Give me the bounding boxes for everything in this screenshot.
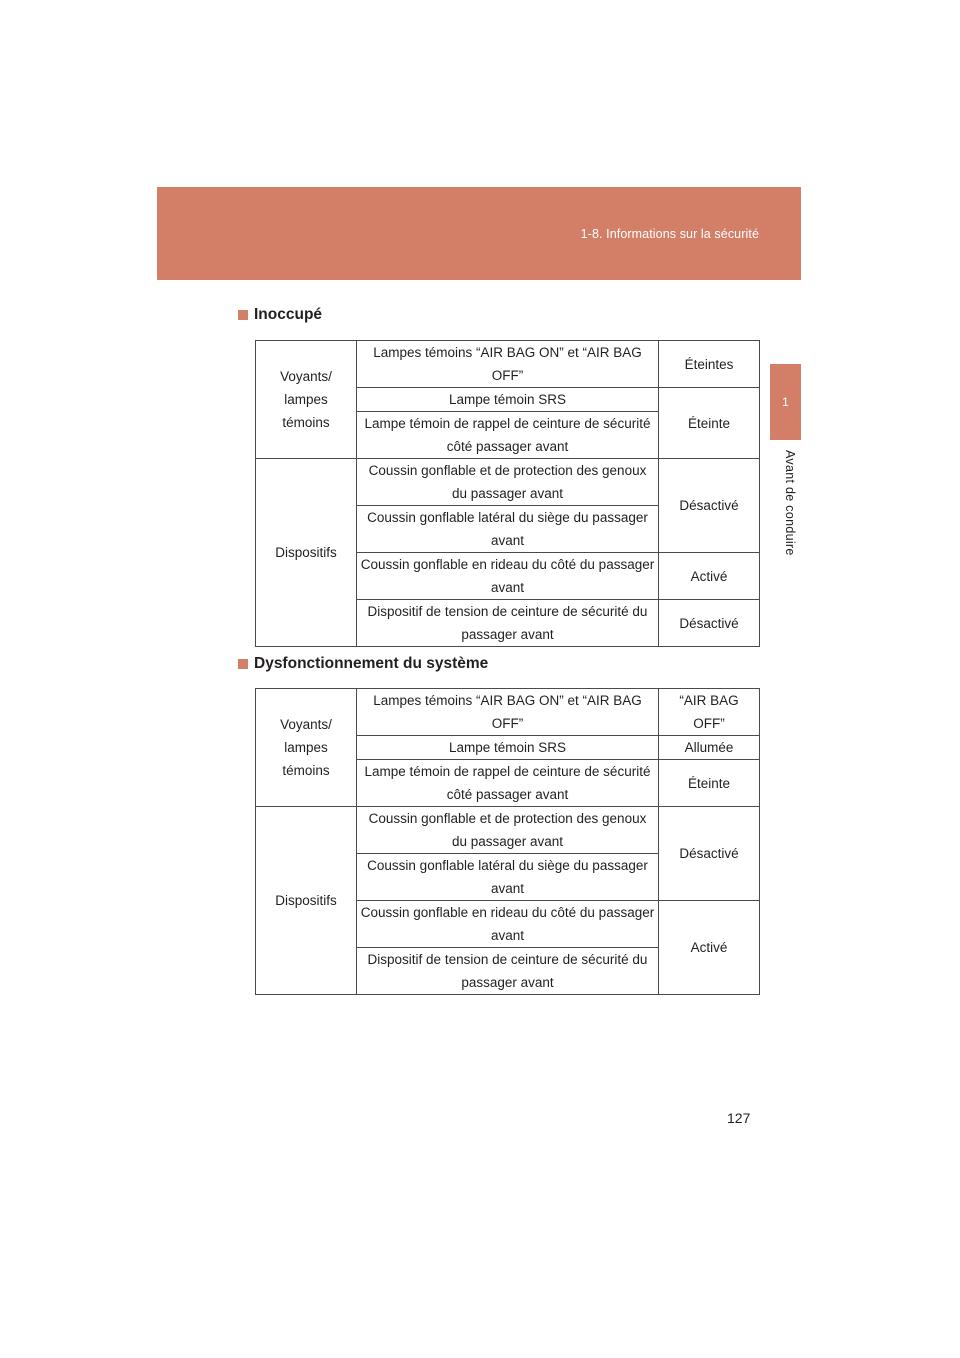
section-heading-text: Dysfonctionnement du système <box>254 655 489 672</box>
section-heading-dysfonctionnement <box>238 655 488 673</box>
square-bullet-icon <box>238 310 248 320</box>
table-row <box>256 341 760 388</box>
description-cell: Lampe témoin SRS <box>357 736 659 760</box>
description-cell: Coussin gonflable en rideau du côté du passager avant <box>357 901 659 948</box>
table-row <box>256 689 760 736</box>
state-cell: Activé <box>659 901 760 995</box>
description-cell: Coussin gonflable et de protection des genoux du passager avant <box>357 459 659 506</box>
group-label-cell: Voyants/ lampes témoins <box>256 341 357 459</box>
description-cell: Lampe témoin de rappel de ceinture de sécurité côté passager avant <box>357 760 659 807</box>
description-cell: Dispositif de tension de ceinture de sécurité du passager avant <box>357 948 659 995</box>
description-cell: Coussin gonflable et de protection des genoux du passager avant <box>357 807 659 854</box>
group-label-cell: Dispositifs <box>256 807 357 995</box>
chapter-title: 1-8. Informations sur la sécurité <box>580 227 759 241</box>
state-cell: Désactivé <box>659 459 760 553</box>
section-heading-text: Inoccupé <box>254 306 323 323</box>
state-cell: Allumée <box>659 736 760 760</box>
section-heading-inoccupe <box>238 306 322 324</box>
square-bullet-icon <box>238 659 248 669</box>
description-cell: Dispositif de tension de ceinture de sécurité du passager avant <box>357 600 659 647</box>
page-number: 127 <box>727 1110 751 1126</box>
table-row <box>256 459 760 506</box>
group-label-cell: Voyants/ lampes témoins <box>256 689 357 807</box>
state-cell: Éteintes <box>659 341 760 388</box>
description-cell: Coussin gonflable latéral du siège du passager avant <box>357 506 659 553</box>
chapter-header-band <box>157 187 801 280</box>
description-cell: Lampes témoins “AIR BAG ON” et “AIR BAG OFF” <box>357 341 659 388</box>
state-cell: Éteinte <box>659 760 760 807</box>
state-cell: Désactivé <box>659 600 760 647</box>
description-cell: Lampe témoin de rappel de ceinture de sécurité côté passager avant <box>357 412 659 459</box>
chapter-number-tab <box>770 364 801 440</box>
chapter-number: 1 <box>782 395 789 409</box>
description-cell: Coussin gonflable en rideau du côté du passager avant <box>357 553 659 600</box>
description-cell: Lampe témoin SRS <box>357 388 659 412</box>
state-cell: Désactivé <box>659 807 760 901</box>
chapter-side-label: Avant de conduire <box>783 450 797 556</box>
description-cell: Lampes témoins “AIR BAG ON” et “AIR BAG OFF” <box>357 689 659 736</box>
state-cell: Éteinte <box>659 388 760 459</box>
group-label-cell: Dispositifs <box>256 459 357 647</box>
status-table-dysfonctionnement <box>255 688 760 995</box>
description-cell: Coussin gonflable latéral du siège du passager avant <box>357 854 659 901</box>
table-row <box>256 807 760 854</box>
state-cell: “AIR BAG OFF” <box>659 689 760 736</box>
state-cell: Activé <box>659 553 760 600</box>
status-table-inoccupe <box>255 340 760 647</box>
